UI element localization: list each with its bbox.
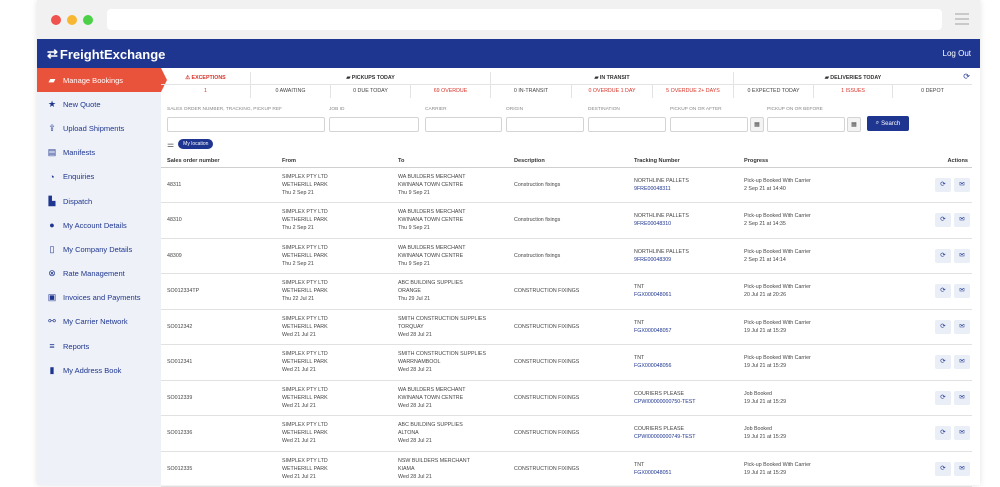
progress-cell [738, 380, 898, 416]
to-company: ABC BUILDING SUPPLIES [398, 280, 463, 287]
table-row[interactable] [161, 380, 972, 416]
sidebar-item-label: Enquiries [63, 172, 95, 182]
from-company: SIMPLEX PTY LTD [282, 315, 328, 322]
sidebar-item-account-details[interactable] [37, 213, 161, 237]
progress-cell [738, 416, 898, 452]
progress-status: Job Booked [744, 426, 772, 433]
sliders-icon[interactable]: ⚌ [167, 139, 175, 149]
deliveries-heading [734, 72, 972, 85]
carrier-filter-label: CARRIER [425, 107, 447, 112]
description-cell: CONSTRUCTION FIXINGS [508, 380, 628, 416]
sidebar-item-manage-bookings[interactable] [37, 68, 161, 92]
tracking-number-link[interactable]: FGX000048051 [634, 469, 672, 476]
sidebar [37, 68, 161, 485]
description-cell: Construction fixings [508, 167, 628, 203]
from-cell [276, 380, 392, 416]
message-button[interactable]: ✉ [954, 462, 970, 476]
progress-time: 19 Jul 21 at 15:29 [744, 327, 787, 334]
refresh-row-button[interactable]: ⟳ [935, 213, 951, 227]
from-company: SIMPLEX PTY LTD [282, 457, 328, 464]
to-suburb: KWINANA TOWN CENTRE [398, 394, 464, 401]
sidebar-item-label: Invoices and Payments [63, 293, 141, 303]
sidebar-item-company-details[interactable] [37, 237, 161, 261]
to-suburb: TORQUAY [398, 323, 424, 330]
sidebar-item-label: Manifests [63, 148, 96, 158]
to-cell [392, 380, 508, 416]
progress-time: 19 Jul 21 at 15:29 [744, 434, 787, 441]
sales-order-filter-label: SALES ORDER NUMBER, TRACKING, PICKUP REF [167, 107, 282, 112]
table-header-row [161, 155, 972, 167]
refresh-row-button[interactable]: ⟳ [935, 284, 951, 298]
actions-cell [898, 451, 972, 487]
list-icon: ▤ [47, 147, 57, 158]
refresh-row-button[interactable]: ⟳ [935, 178, 951, 192]
from-suburb: WETHERILL PARK [282, 465, 328, 472]
to-cell [392, 451, 508, 487]
exceptions-count[interactable]: 1 [161, 85, 251, 98]
depot-count[interactable]: 0 DEPOT [921, 88, 944, 94]
sales-order-filter-input[interactable] [167, 117, 325, 132]
pickups-heading [251, 72, 491, 85]
brand-logo[interactable] [47, 46, 165, 62]
from-cell [276, 451, 392, 487]
progress-time: 2 Sep 21 at 14:14 [744, 256, 786, 263]
actions-cell [898, 203, 972, 239]
tracking-number-link[interactable]: FGX000048057 [634, 327, 672, 334]
search-button-label: Search [881, 120, 901, 127]
truck-icon: ▰ [824, 74, 831, 81]
table-row[interactable] [161, 167, 972, 203]
pickup-date: Thu 2 Sep 21 [282, 225, 314, 232]
from-company: SIMPLEX PTY LTD [282, 351, 328, 358]
pickup-date: Wed 21 Jul 21 [282, 331, 316, 338]
to-cell [392, 345, 508, 381]
overdue-1day-count[interactable]: 0 OVERDUE 1 DAY [572, 85, 653, 98]
exceptions-heading [161, 72, 251, 85]
to-suburb: KWINANA TOWN CENTRE [398, 252, 464, 259]
progress-cell [738, 345, 898, 381]
overdue-2days-count[interactable]: 5 OVERDUE 2+ DAYS [653, 85, 734, 98]
deliveries-label: DELIVERIES TODAY [830, 74, 882, 81]
sidebar-item-address-book[interactable] [37, 358, 161, 382]
tracking-cell [628, 451, 738, 487]
app-header [37, 39, 980, 68]
actions-cell [898, 380, 972, 416]
book-icon: ▮ [49, 364, 55, 375]
pickups-label: PICKUPS TODAY [351, 74, 395, 81]
refresh-row-button[interactable]: ⟳ [935, 391, 951, 405]
origin-filter-input[interactable] [506, 117, 584, 132]
table-row[interactable] [161, 309, 972, 345]
table-row[interactable] [161, 451, 972, 487]
progress-cell [738, 274, 898, 310]
tracking-number-link[interactable]: 9FRE00048309 [634, 256, 672, 263]
carrier-name: NORTHLINE PALLETS [634, 248, 689, 255]
to-company: SMITH CONSTRUCTION SUPPLIES [398, 351, 486, 358]
progress-status: Pick-up Booked With Carrier [744, 213, 811, 220]
message-button[interactable]: ✉ [954, 391, 970, 405]
description-cell: CONSTRUCTION FIXINGS [508, 416, 628, 452]
sidebar-item-label: Rate Management [63, 269, 125, 279]
progress-time: 19 Jul 21 at 15:29 [744, 363, 787, 370]
delivery-date: Wed 28 Jul 21 [398, 367, 432, 374]
refresh-row-button[interactable]: ⟳ [935, 249, 951, 263]
sidebar-item-carrier-network[interactable] [37, 310, 161, 334]
address-bar[interactable] [107, 9, 942, 30]
refresh-row-button[interactable]: ⟳ [935, 355, 951, 369]
from-suburb: WETHERILL PARK [282, 252, 328, 259]
to-suburb: ALTONA [398, 430, 419, 437]
from-cell [276, 274, 392, 310]
sidebar-item-label: New Quote [63, 99, 101, 109]
sidebar-item-label: My Address Book [63, 365, 122, 375]
browser-window [37, 0, 980, 485]
close-window-dot[interactable] [51, 15, 61, 25]
sidebar-item-label: My Account Details [63, 220, 127, 230]
from-company: SIMPLEX PTY LTD [282, 209, 328, 216]
carrier-name: TNT [634, 461, 645, 468]
from-company: SIMPLEX PTY LTD [282, 386, 328, 393]
logo-arrows-icon: ⇄ [47, 46, 56, 61]
destination-filter-input[interactable] [588, 117, 666, 132]
sidebar-item-invoices[interactable] [37, 286, 161, 310]
from-suburb: WETHERILL PARK [282, 359, 328, 366]
sales-order-cell: SO012334TP [161, 274, 276, 310]
pickup-date: Thu 2 Sep 21 [282, 260, 314, 267]
actions-cell [898, 309, 972, 345]
from-company: SIMPLEX PTY LTD [282, 280, 328, 287]
pickup-after-label: PICKUP ON OR AFTER [670, 107, 722, 112]
table-row[interactable] [161, 274, 972, 310]
progress-time: 20 Jul 21 at 20:26 [744, 292, 787, 299]
refresh-row-button[interactable]: ⟳ [935, 426, 951, 440]
from-suburb: WETHERILL PARK [282, 288, 328, 295]
to-suburb: KWINANA TOWN CENTRE [398, 181, 464, 188]
truck-icon: ▰ [48, 74, 56, 85]
progress-status: Job Booked [744, 390, 772, 397]
in-transit-count[interactable]: 0 IN-TRANSIT [491, 85, 572, 98]
to-suburb: ORANGE [398, 288, 421, 295]
delivery-date: Wed 28 Jul 21 [398, 473, 432, 480]
pickup-date: Wed 21 Jul 21 [282, 438, 316, 445]
table-row[interactable] [161, 238, 972, 274]
refresh-row-button[interactable]: ⟳ [935, 462, 951, 476]
to-cell [392, 238, 508, 274]
sidebar-item-label: Reports [63, 341, 90, 351]
description-cell: CONSTRUCTION FIXINGS [508, 274, 628, 310]
sidebar-item-reports[interactable] [37, 334, 161, 358]
header-description[interactable]: Description [508, 155, 628, 167]
sales-order-cell: 48309 [161, 238, 276, 274]
message-button[interactable]: ✉ [954, 178, 970, 192]
user-icon: ● [49, 220, 55, 231]
actions-cell [898, 345, 972, 381]
sidebar-item-new-quote[interactable] [37, 92, 161, 116]
sidebar-item-upload-shipments[interactable] [37, 116, 161, 140]
awaiting-count[interactable]: 0 AWAITING [251, 85, 331, 98]
sales-order-cell: 48311 [161, 167, 276, 203]
progress-status: Pick-up Booked With Carrier [744, 284, 811, 291]
sidebar-item-label: My Company Details [63, 244, 133, 254]
carrier-name: NORTHLINE PALLETS [634, 177, 689, 184]
actions-cell [898, 238, 972, 274]
from-company: SIMPLEX PTY LTD [282, 422, 328, 429]
pickup-date: Thu 22 Jul 21 [282, 296, 315, 303]
to-suburb: WARRNAMBOOL [398, 359, 441, 366]
from-suburb: WETHERILL PARK [282, 323, 328, 330]
to-company: NSW BUILDERS MERCHANT [398, 457, 470, 464]
tracking-cell [628, 238, 738, 274]
network-icon: ⚯ [48, 316, 56, 327]
sidebar-item-dispatch[interactable] [37, 189, 161, 213]
warning-icon: ⚠ [185, 74, 192, 81]
sidebar-item-enquiries[interactable] [37, 165, 161, 189]
sidebar-item-label: My Carrier Network [63, 317, 128, 327]
progress-status: Pick-up Booked With Carrier [744, 248, 811, 255]
carrier-name: NORTHLINE PALLETS [634, 213, 689, 220]
to-company: WA BUILDERS MERCHANT [398, 173, 466, 180]
exceptions-label: EXCEPTIONS [191, 74, 226, 81]
tracking-cell [628, 380, 738, 416]
description-cell: Construction fixings [508, 203, 628, 239]
issues-count[interactable]: 1 ISSUES [814, 85, 893, 98]
upload-icon: ⇪ [48, 122, 56, 133]
progress-cell [738, 451, 898, 487]
from-suburb: WETHERILL PARK [282, 217, 328, 224]
minimize-window-dot[interactable] [67, 15, 77, 25]
tracking-number-link[interactable]: 9FRE00048311 [634, 185, 671, 192]
header-sales-order[interactable]: Sales order number [161, 155, 276, 167]
to-company: WA BUILDERS MERCHANT [398, 209, 466, 216]
carrier-name: TNT [634, 319, 645, 326]
to-cell [392, 309, 508, 345]
header-tracking[interactable]: Tracking Number [628, 155, 738, 167]
search-icon: ⌕ [875, 120, 880, 126]
chat-icon: ◔ [49, 171, 55, 182]
location-filter-row [167, 138, 213, 150]
tracking-cell [628, 274, 738, 310]
to-suburb: KWINANA TOWN CENTRE [398, 217, 464, 224]
actions-cell [898, 167, 972, 203]
delivery-date: Thu 29 Jul 21 [398, 296, 431, 303]
from-cell [276, 167, 392, 203]
pickup-after-input[interactable] [670, 117, 748, 132]
sales-order-cell: SO012341 [161, 345, 276, 381]
sales-order-cell: SO012342 [161, 309, 276, 345]
handshake-icon: ⊗ [48, 268, 56, 279]
header-actions: Actions [898, 155, 972, 167]
sidebar-item-label: Manage Bookings [63, 75, 124, 85]
intransit-label: IN TRANSIT [599, 74, 630, 81]
bookings-table [161, 155, 972, 487]
pickup-before-input[interactable] [767, 117, 845, 132]
message-button[interactable]: ✉ [954, 355, 970, 369]
sales-order-cell: SO012339 [161, 380, 276, 416]
carrier-name: TNT [634, 284, 645, 291]
progress-status: Pick-up Booked With Carrier [744, 355, 811, 362]
to-cell [392, 416, 508, 452]
sidebar-item-label: Dispatch [63, 196, 93, 206]
database-icon: ≡ [49, 341, 55, 352]
progress-status: Pick-up Booked With Carrier [744, 177, 811, 184]
truck-icon: ▰ [346, 74, 352, 81]
message-button[interactable]: ✉ [954, 426, 970, 440]
maximize-window-dot[interactable] [83, 15, 93, 25]
delivery-date: Wed 28 Jul 21 [398, 402, 432, 409]
header-to[interactable]: To [392, 155, 508, 167]
progress-time: 19 Jul 21 at 15:29 [744, 469, 787, 476]
tracking-number-link[interactable]: FGX000048056 [634, 363, 672, 370]
to-company: SMITH CONSTRUCTION SUPPLIES [398, 315, 486, 322]
expected-today-count[interactable]: 0 EXPECTED TODAY [734, 85, 814, 98]
tracking-number-link[interactable]: 9FRE00048310 [634, 221, 672, 228]
logout-link[interactable]: Log Out [942, 49, 971, 58]
from-cell [276, 203, 392, 239]
calendar-icon[interactable]: ▦ [750, 117, 764, 132]
progress-time: 19 Jul 21 at 15:29 [744, 398, 787, 405]
money-icon: ▣ [47, 292, 57, 303]
cart-icon: ▙ [48, 195, 56, 206]
to-cell [392, 203, 508, 239]
from-company: SIMPLEX PTY LTD [282, 244, 328, 251]
description-cell: CONSTRUCTION FIXINGS [508, 309, 628, 345]
sales-order-cell: 48310 [161, 203, 276, 239]
table-row[interactable] [161, 345, 972, 381]
to-suburb: KIAMA [398, 465, 415, 472]
delivery-date: Wed 28 Jul 21 [398, 331, 432, 338]
building-icon: ▯ [49, 243, 55, 254]
description-cell: CONSTRUCTION FIXINGS [508, 451, 628, 487]
header-progress[interactable]: Progress [738, 155, 898, 167]
browser-chrome [37, 0, 980, 39]
from-company: SIMPLEX PTY LTD [282, 173, 328, 180]
star-icon: ★ [47, 98, 57, 109]
progress-cell [738, 167, 898, 203]
tracking-cell [628, 203, 738, 239]
delivery-date: Wed 28 Jul 21 [398, 438, 432, 445]
tracking-number-link[interactable]: FGX000048061 [634, 292, 672, 299]
origin-filter-label: ORIGIN [506, 107, 524, 112]
overdue-count[interactable]: 69 OVERDUE [411, 85, 491, 98]
my-location-pill[interactable]: My location [178, 139, 213, 149]
truck-icon: ▰ [594, 74, 600, 81]
sales-order-cell: SO012335 [161, 451, 276, 487]
carrier-filter-input[interactable] [425, 117, 502, 132]
tracking-cell [628, 167, 738, 203]
delivery-date: Thu 9 Sep 21 [398, 189, 430, 196]
from-suburb: WETHERILL PARK [282, 394, 328, 401]
menu-icon[interactable] [955, 13, 969, 28]
progress-status: Pick-up Booked With Carrier [744, 319, 811, 326]
progress-time: 2 Sep 21 at 14:35 [744, 221, 786, 228]
to-company: WA BUILDERS MERCHANT [398, 244, 466, 251]
description-cell: Construction fixings [508, 238, 628, 274]
tracking-number-link[interactable]: CPWI00000000749-TEST [634, 434, 696, 441]
progress-time: 2 Sep 21 at 14:40 [744, 185, 786, 192]
carrier-name: COURIERS PLEASE [634, 426, 685, 433]
progress-cell [738, 203, 898, 239]
refresh-row-button[interactable]: ⟳ [935, 320, 951, 334]
message-button[interactable]: ✉ [954, 284, 970, 298]
from-cell [276, 345, 392, 381]
actions-cell [898, 274, 972, 310]
due-today-count[interactable]: 0 DUE TODAY [331, 85, 411, 98]
pickup-date: Wed 21 Jul 21 [282, 367, 316, 374]
sidebar-item-label: Upload Shipments [63, 123, 125, 133]
job-id-filter-input[interactable] [329, 117, 419, 132]
table-row[interactable] [161, 203, 972, 239]
to-company: WA BUILDERS MERCHANT [398, 386, 466, 393]
sales-order-cell: SO012336 [161, 416, 276, 452]
progress-cell [738, 309, 898, 345]
pickup-date: Wed 21 Jul 21 [282, 473, 316, 480]
delivery-date: Thu 9 Sep 21 [398, 260, 430, 267]
from-suburb: WETHERILL PARK [282, 430, 328, 437]
actions-cell [898, 416, 972, 452]
pickup-date: Thu 2 Sep 21 [282, 189, 314, 196]
tracking-number-link[interactable]: CPWI00000000750-TEST [634, 398, 696, 405]
message-button[interactable]: ✉ [954, 213, 970, 227]
sidebar-item-manifests[interactable] [37, 141, 161, 165]
filter-bar [167, 107, 972, 137]
to-cell [392, 274, 508, 310]
tracking-cell [628, 345, 738, 381]
description-cell: CONSTRUCTION FIXINGS [508, 345, 628, 381]
from-cell [276, 238, 392, 274]
intransit-heading [491, 72, 734, 85]
progress-status: Pick-up Booked With Carrier [744, 461, 811, 468]
job-id-filter-label: JOB ID [329, 107, 345, 112]
progress-cell [738, 238, 898, 274]
refresh-icon[interactable]: ⟳ [963, 72, 970, 81]
carrier-name: TNT [634, 355, 645, 362]
status-summary [161, 72, 972, 99]
to-cell [392, 167, 508, 203]
delivery-date: Thu 9 Sep 21 [398, 225, 430, 232]
carrier-name: COURIERS PLEASE [634, 390, 685, 397]
message-button[interactable]: ✉ [954, 320, 970, 334]
pickup-before-label: PICKUP ON OR BEFORE [767, 107, 823, 112]
calendar-icon[interactable]: ▦ [847, 117, 861, 132]
table-row[interactable] [161, 416, 972, 452]
search-button[interactable] [867, 116, 909, 131]
tracking-cell [628, 416, 738, 452]
sidebar-item-rate-management[interactable] [37, 262, 161, 286]
tracking-cell [628, 309, 738, 345]
from-suburb: WETHERILL PARK [282, 181, 328, 188]
destination-filter-label: DESTINATION [588, 107, 620, 112]
message-button[interactable]: ✉ [954, 249, 970, 263]
header-from[interactable]: From [276, 155, 392, 167]
brand-name: FreightExchange [59, 46, 166, 62]
from-cell [276, 309, 392, 345]
from-cell [276, 416, 392, 452]
to-company: ABC BUILDING SUPPLIES [398, 422, 463, 429]
pickup-date: Wed 21 Jul 21 [282, 402, 316, 409]
main-content [161, 68, 980, 485]
